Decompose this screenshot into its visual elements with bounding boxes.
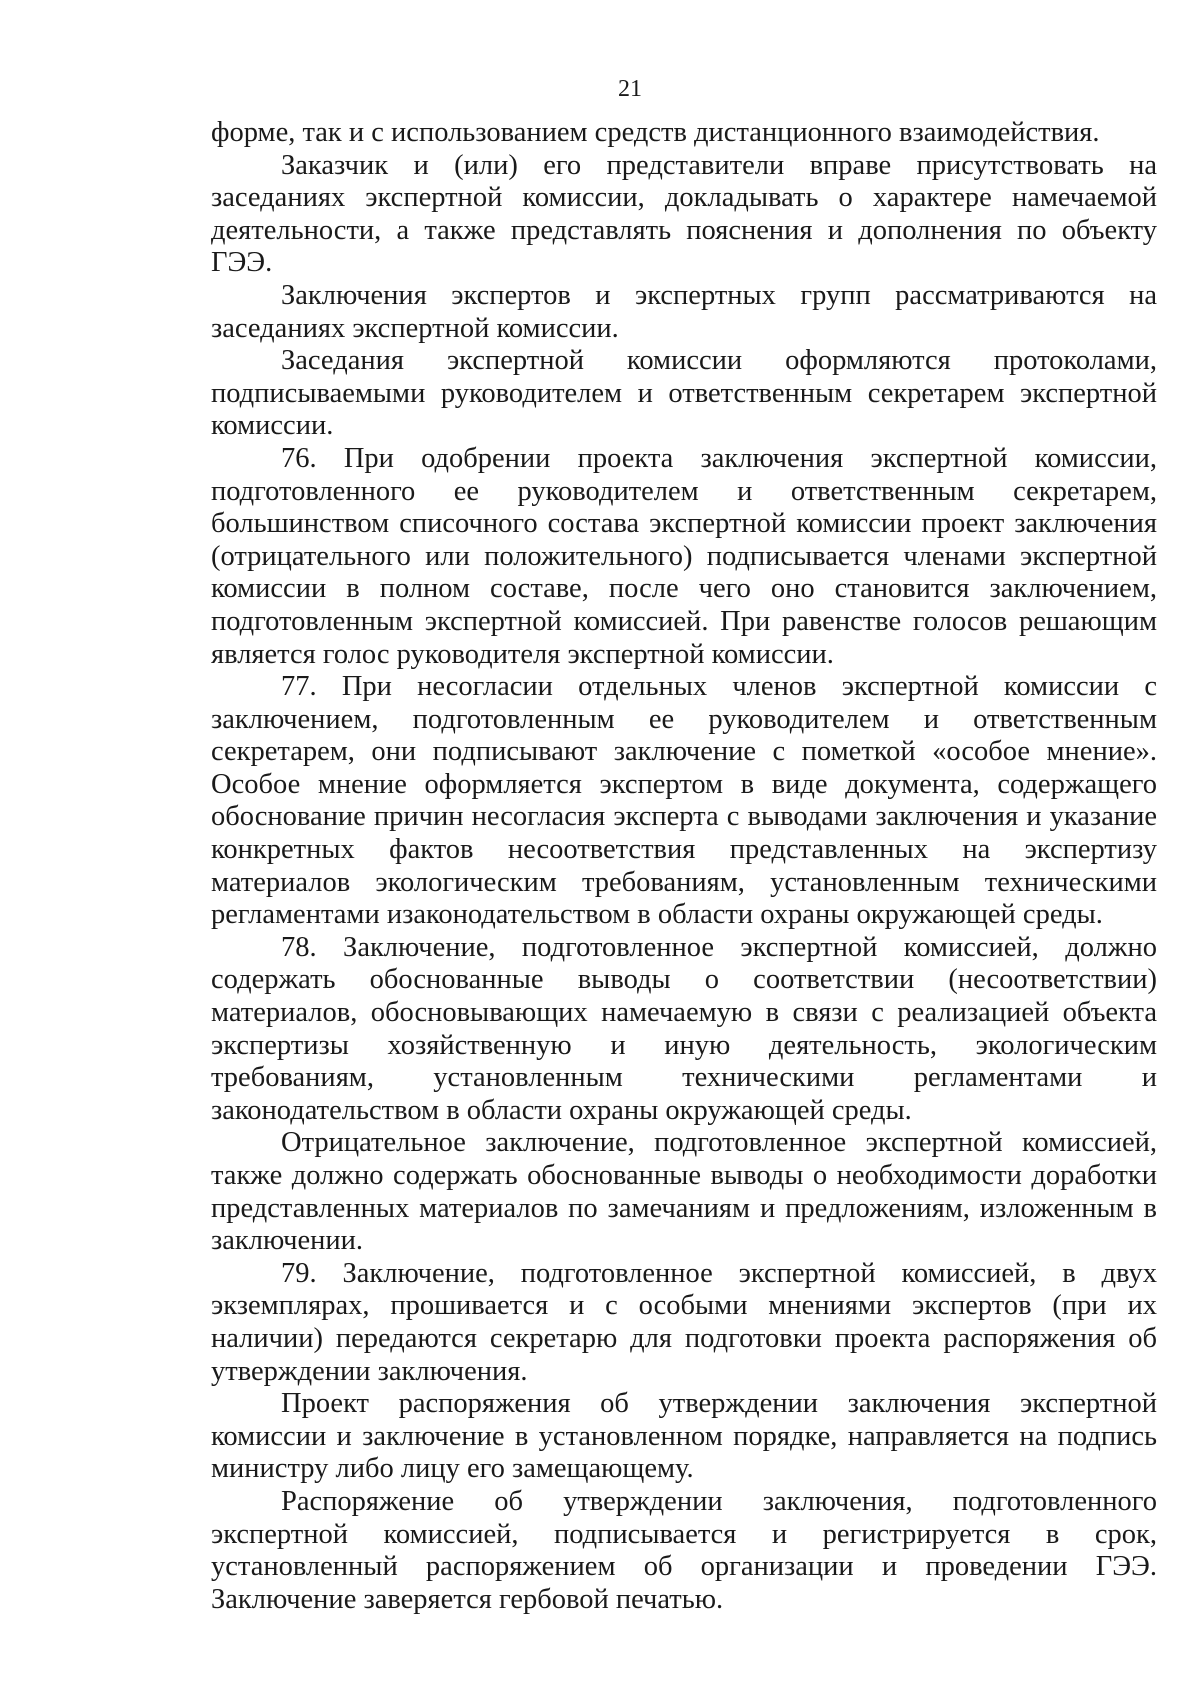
- paragraph: форме, так и с использованием средств дистанционного взаимодействия.: [211, 117, 1100, 148]
- paragraph: Распоряжение об утверждении заключения, подготовленного экспертной комиссией, подписывается и регистрируется в срок, установленный распоряжением об организации и проведении ГЭЭ. Заключение заверяется гербовой печатью.: [211, 1485, 1157, 1615]
- paragraph: Заказчик и (или) его представители вправе присутствовать на заседаниях экспертной комиссии, докладывать о характере намечаемой деятельности, а также представлять пояснения и дополнения по объекту ГЭЭ.: [211, 149, 1157, 279]
- paragraph: Отрицательное заключение, подготовленное экспертной комиссией, также должно содержать обоснованные выводы о необходимости доработки представленных материалов по замечаниям и предложениям, изложенным в заключении.: [211, 1127, 1157, 1257]
- paragraph-item-76: 76. При одобрении проекта заключения экспертной комиссии, подготовленного ее руководителем и ответственным секретарем, большинством списочного состава экспертной комиссии проект заключения (отрицательного или положительного) подписывается членами экспертной комиссии в полном составе, после чего оно становится заключением, подготовленным экспертной комиссией. При равенстве голосов решающим является голос руководителя экспертной комиссии.: [211, 442, 1157, 670]
- document-body: [211, 117, 1157, 1616]
- paragraph-item-79: 79. Заключение, подготовленное экспертной комиссией, в двух экземплярах, прошивается и с особыми мнениями экспертов (при их наличии) передаются секретарю для подготовки проекта распоряжения об утверждении заключения.: [211, 1257, 1157, 1387]
- page-number: 21: [618, 76, 642, 102]
- paragraph: Проект распоряжения об утверждении заключения экспертной комиссии и заключение в установленном порядке, направляется на подпись министру либо лицу его замещающему.: [211, 1388, 1157, 1485]
- paragraph-item-77: 77. При несогласии отдельных членов экспертной комиссии с заключением, подготовленным ее руководителем и ответственным секретарем, они подписывают заключение с пометкой «особое мнение». Особое мнение оформляется экспертом в виде документа, содержащего обоснование причин несогласия эксперта с выводами заключения и указание конкретных фактов несоответствия представленных на экспертизу материалов экологическим требованиям, установленным техническими регламентами изаконодательством в области охраны окружающей среды.: [211, 671, 1157, 931]
- paragraph-item-78: 78. Заключение, подготовленное экспертной комиссией, должно содержать обоснованные выводы о соответствии (несоответствии) материалов, обосновывающих намечаемую в связи с реализацией объекта экспертизы хозяйственную и иную деятельность, экологическим требованиям, установленным техническими регламентами и законодательством в области охраны окружающей среды.: [211, 931, 1157, 1126]
- paragraph: Заключения экспертов и экспертных групп рассматриваются на заседаниях экспертной комиссии.: [211, 279, 1157, 344]
- paragraph: Заседания экспертной комиссии оформляются протоколами, подписываемыми руководителем и ответственным секретарем экспертной комиссии.: [211, 345, 1157, 442]
